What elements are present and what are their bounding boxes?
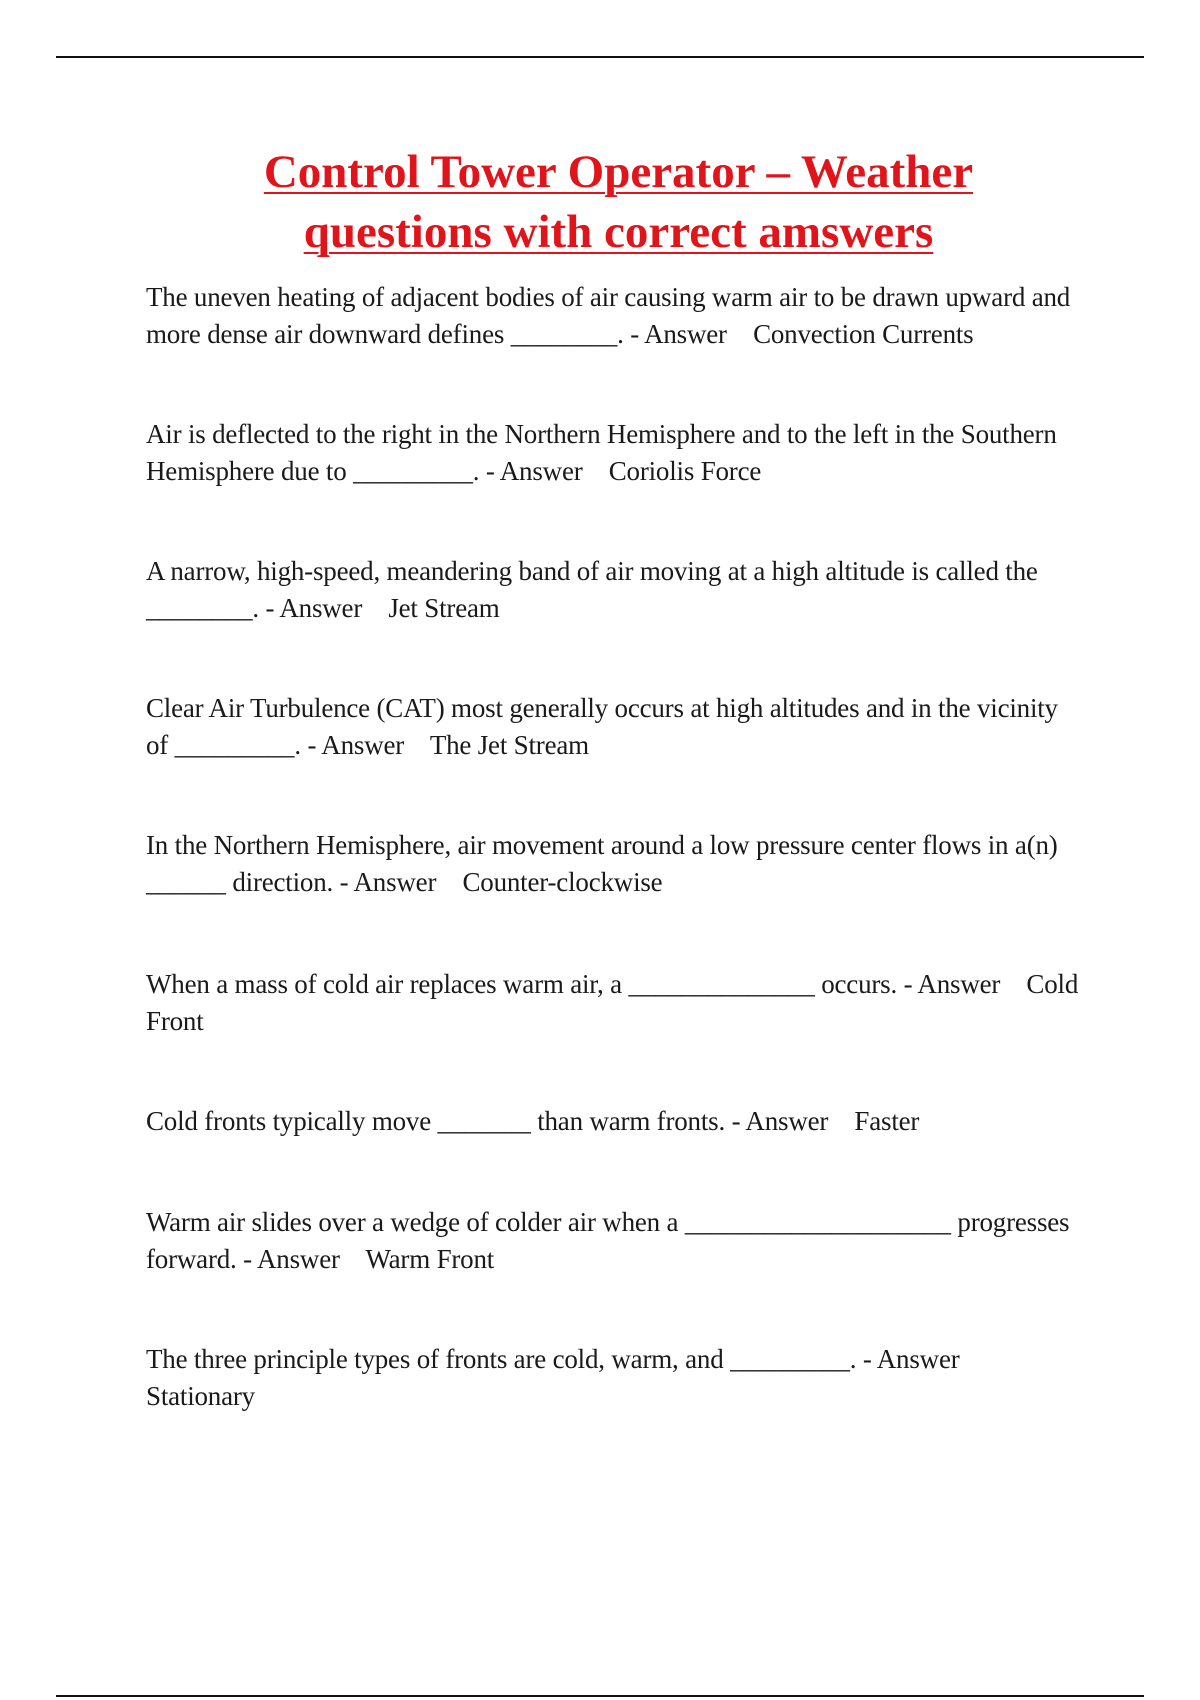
question-text: When a mass of cold air replaces warm air, a ______________ occurs.: [146, 969, 898, 999]
qa-item-8: [146, 1204, 1086, 1278]
question-text: Cold fronts typically move _______ than warm fronts.: [146, 1106, 726, 1136]
answer-separator: - Answer: [333, 867, 443, 897]
qa-item-7: [146, 1103, 1086, 1140]
answer-separator: - Answer: [897, 969, 1007, 999]
answer-text: Counter-clockwise: [462, 867, 663, 897]
answer-separator: - Answer: [236, 1244, 347, 1274]
answer-separator: - Answer: [725, 1106, 835, 1136]
question-text: The three principle types of fronts are cold, warm, and _________.: [146, 1344, 857, 1374]
answer-text: Convection Currents: [753, 319, 974, 349]
question-text: Warm air slides over a wedge of colder air when a ____________________ progresses forward.: [146, 1207, 1076, 1274]
answer-separator: - Answer: [623, 319, 734, 349]
top-rule: [56, 56, 1144, 58]
answer-text: The Jet Stream: [429, 730, 589, 760]
qa-item-2: [146, 416, 1086, 490]
answer-separator: - Answer: [479, 456, 590, 486]
answer-text: Cold Front: [146, 969, 1085, 1036]
bottom-rule: [56, 1695, 1144, 1697]
qa-item-6: [146, 966, 1086, 1040]
qa-item-1: [146, 279, 1086, 353]
question-text: Air is deflected to the right in the Northern Hemisphere and to the left in the Southern Hemisphere due to _________.: [146, 419, 1064, 486]
answer-separator: - Answer: [258, 593, 369, 623]
answer-text: Faster: [854, 1106, 920, 1136]
answer-text: Warm Front: [365, 1244, 495, 1274]
qa-item-9: [146, 1341, 1086, 1415]
document-title: [120, 142, 1117, 262]
qa-item-5: [146, 827, 1086, 901]
answer-separator: - Answer: [856, 1344, 967, 1374]
title-line-1: Control Tower Operator – Weather: [263, 146, 974, 198]
answer-text: Jet Stream: [388, 593, 500, 623]
question-text: Clear Air Turbulence (CAT) most generally occurs at high altitudes and in the vicinity of _________.: [146, 693, 1065, 760]
answer-separator: - Answer: [300, 730, 411, 760]
question-text: In the Northern Hemisphere, air movement around a low pressure center flows in a(n) ______ direction.: [146, 830, 1065, 897]
qa-item-4: [146, 690, 1086, 764]
question-text: A narrow, high-speed, meandering band of air moving at a high altitude is called the ________.: [146, 556, 1045, 623]
question-text: The uneven heating of adjacent bodies of air causing warm air to be drawn upward and more dense air downward defines ________.: [146, 282, 1077, 349]
qa-item-3: [146, 553, 1086, 627]
answer-text: Stationary: [146, 1381, 255, 1411]
title-line-2: questions with correct amswers: [303, 206, 934, 258]
answer-text: Coriolis Force: [608, 456, 762, 486]
